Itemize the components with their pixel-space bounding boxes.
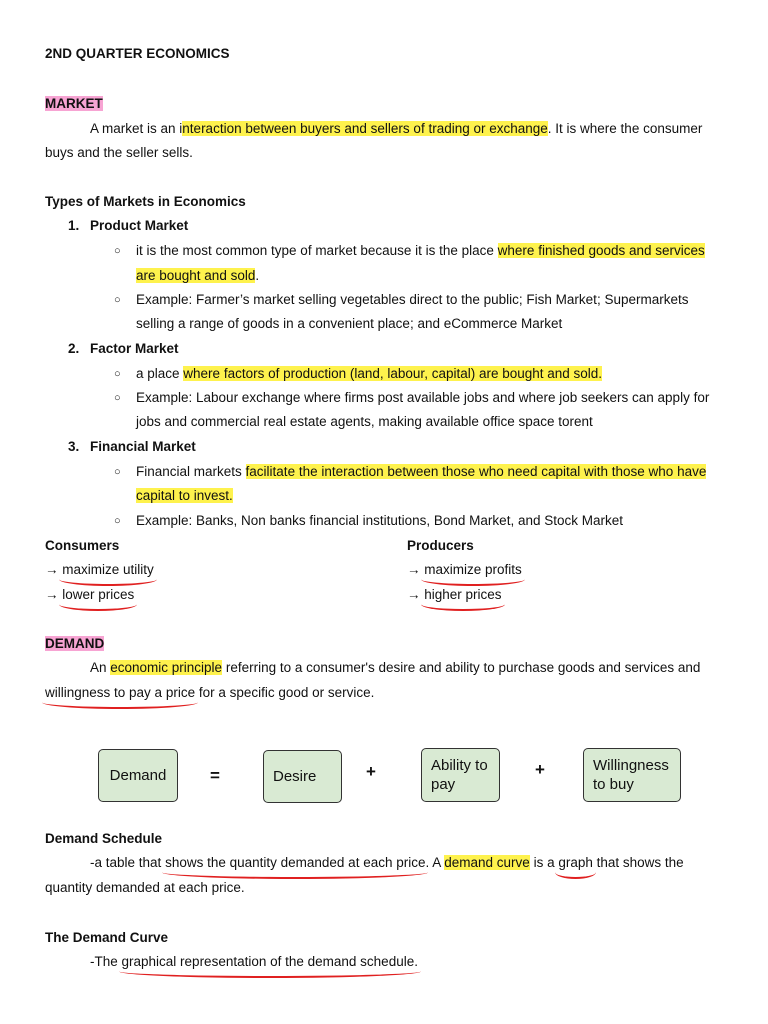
market-heading-text: MARKET	[45, 96, 103, 111]
item3-bullet1-line1	[136, 463, 706, 481]
consumers-row1	[45, 561, 154, 579]
market-p1-text: A market is an i	[90, 121, 183, 136]
producers-row1	[407, 561, 522, 579]
equals-sign: =	[210, 766, 220, 785]
box-ability-to-pay	[421, 748, 500, 802]
producers-heading: Producers	[407, 538, 474, 553]
demand-schedule-heading: Demand Schedule	[45, 831, 163, 846]
red-underline-mark	[421, 603, 504, 611]
box4-line1: Willingness	[593, 757, 669, 774]
item1-b1-end: .	[255, 268, 260, 283]
producers-row2	[407, 586, 502, 604]
item1-bullet2-line1: Example: Farmer’s market selling vegetables direct to the public; Fish Market; Supermarkets	[136, 292, 689, 307]
types-heading: Types of Markets in Economics	[45, 194, 246, 209]
schedule-paragraph-line1	[90, 854, 684, 872]
item2-b1-highlight: where factors of production (land, labour, capital) are bought and sold.	[183, 366, 603, 381]
market-p1-text-end: . It is where the consumer	[547, 121, 703, 136]
market-heading	[45, 95, 103, 113]
market-paragraph-line1	[90, 120, 702, 138]
item1-title: Product Market	[90, 218, 189, 233]
item2-bullet2-line2: jobs and commercial real estate agents, making available office space torent	[136, 414, 593, 429]
consumers-row2-text: lower prices	[62, 586, 134, 604]
demand-p1-text: An	[90, 660, 111, 675]
item1-b1-text: it is the most common type of market because it is the place	[136, 243, 498, 258]
box3-line2: pay	[431, 776, 456, 793]
red-underline-mark	[119, 970, 421, 978]
box-demand: Demand	[98, 749, 178, 802]
item2-bullet1	[136, 365, 602, 383]
arrow-icon: →	[407, 562, 421, 577]
market-paragraph-line2: buys and the seller sells.	[45, 145, 193, 160]
schedule-p1-text4: that shows the	[592, 855, 684, 870]
item2-b1-text: a place	[136, 366, 184, 381]
market-p1-highlight: nteraction between buyers and sellers of trading or exchange	[182, 121, 548, 136]
box3-line1: Ability to	[431, 757, 488, 774]
item1-bullet1-line2	[136, 267, 259, 285]
schedule-p1-underlined: shows the quantity demanded at each price	[165, 854, 425, 872]
consumers-row1-text: maximize utility	[62, 561, 154, 579]
item3-title: Financial Market	[90, 439, 196, 454]
demand-p2-text: for a specific good or service.	[195, 685, 375, 700]
item3-bullet2: Example: Banks, Non banks financial institutions, Bond Market, and Stock Market	[136, 513, 623, 528]
arrow-icon: →	[407, 587, 421, 602]
schedule-p1-highlight: demand curve	[444, 855, 530, 870]
red-underline-mark	[59, 603, 137, 611]
curve-p1-underlined: graphical representation of the demand schedule.	[122, 953, 418, 971]
curve-p1-text: -The	[90, 954, 122, 969]
curve-paragraph	[90, 953, 418, 971]
demand-heading-text: DEMAND	[45, 636, 105, 651]
demand-curve-heading: The Demand Curve	[45, 930, 169, 945]
item2-title: Factor Market	[90, 341, 179, 356]
schedule-p1-text2: . A	[425, 855, 445, 870]
item1-bullet1-line1	[136, 242, 705, 260]
demand-p1-highlight: economic principle	[110, 660, 223, 675]
schedule-paragraph-line2: quantity demanded at each price.	[45, 880, 245, 895]
schedule-p1-underlined2: graph	[558, 854, 593, 872]
box4-line2: to buy	[593, 776, 634, 793]
item3-number: 3.	[68, 439, 80, 454]
arrow-icon: →	[45, 562, 59, 577]
demand-paragraph-line2	[45, 684, 374, 702]
item2-number: 2.	[68, 341, 80, 356]
bullet-icon: ○	[114, 515, 121, 527]
bullet-icon: ○	[114, 392, 121, 404]
item2-bullet2-line1: Example: Labour exchange where firms post available jobs and where job seekers can apply for	[136, 390, 710, 405]
box-desire: Desire	[263, 750, 342, 803]
item1-bullet2-line2: selling a range of goods in a convenient place; and eCommerce Market	[136, 316, 563, 331]
item1-number: 1.	[68, 218, 80, 233]
item3-bullet1-line2	[136, 487, 233, 505]
plus-sign: +	[535, 760, 545, 779]
producers-row1-text: maximize profits	[424, 561, 522, 579]
arrow-icon: →	[45, 587, 59, 602]
document-title: 2ND QUARTER ECONOMICS	[45, 46, 230, 61]
red-underline-mark	[162, 871, 428, 879]
schedule-p1-text: -a table that	[90, 855, 166, 870]
bullet-icon: ○	[114, 368, 121, 380]
item1-b1-highlight: where finished goods and services	[497, 243, 705, 258]
red-underline-mark	[59, 578, 157, 586]
red-underline-mark	[42, 701, 198, 709]
item1-b1-highlight2: are bought and sold	[136, 268, 256, 283]
producers-row2-text: higher prices	[424, 586, 501, 604]
bullet-icon: ○	[114, 466, 121, 478]
item3-b1-highlight2: capital to invest.	[136, 488, 233, 503]
demand-p2-underlined: willingness to pay a price	[45, 684, 195, 702]
item3-b1-highlight: facilitate the interaction between those who need capital with those who have	[245, 464, 707, 479]
demand-paragraph-line1	[90, 659, 700, 677]
demand-p1-text-end: referring to a consumer's desire and ability to purchase goods and services and	[222, 660, 701, 675]
consumers-row2	[45, 586, 134, 604]
consumers-heading: Consumers	[45, 538, 120, 553]
plus-sign: +	[366, 762, 376, 781]
red-underline-mark	[555, 871, 596, 879]
box-willingness-to-buy	[583, 748, 681, 802]
bullet-icon: ○	[114, 294, 121, 306]
demand-heading	[45, 635, 104, 653]
schedule-p1-text3: is a	[529, 855, 559, 870]
item3-b1-text: Financial markets	[136, 464, 246, 479]
bullet-icon: ○	[114, 245, 121, 257]
red-underline-mark	[421, 578, 525, 586]
